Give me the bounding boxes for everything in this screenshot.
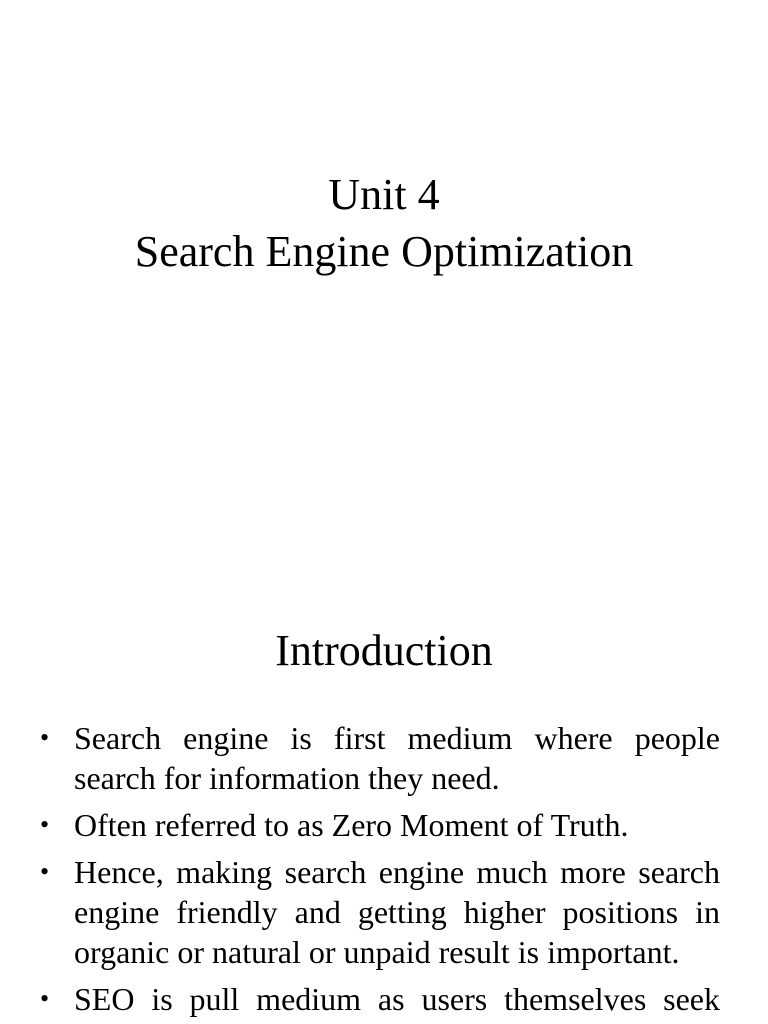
section-heading: Introduction (275, 626, 493, 675)
bullet-text: Search engine is first medium where people search for information they need. (74, 720, 720, 796)
bullet-item (40, 718, 720, 798)
course-title: Search Engine Optimization (134, 227, 634, 276)
bullet-item (40, 979, 720, 1019)
unit-title: Unit 4 (328, 170, 440, 219)
bullet-item (40, 805, 720, 845)
bullet-text: SEO is pull medium as users themselves seek (74, 981, 720, 1017)
title-block (0, 166, 768, 280)
bullet-text: Often referred to as Zero Moment of Truth. (74, 807, 629, 843)
bullet-item (40, 852, 720, 972)
bullet-text: Hence, making search engine much more search engine friendly and getting higher positions in organic or natural or unpaid result is important. (74, 854, 720, 970)
bullet-list (40, 718, 720, 1024)
bullet-icon: • (40, 810, 50, 839)
bullet-icon: • (40, 723, 50, 752)
bullet-icon: • (40, 984, 50, 1013)
bullet-icon: • (40, 857, 50, 886)
slide-introduction (0, 576, 768, 1024)
